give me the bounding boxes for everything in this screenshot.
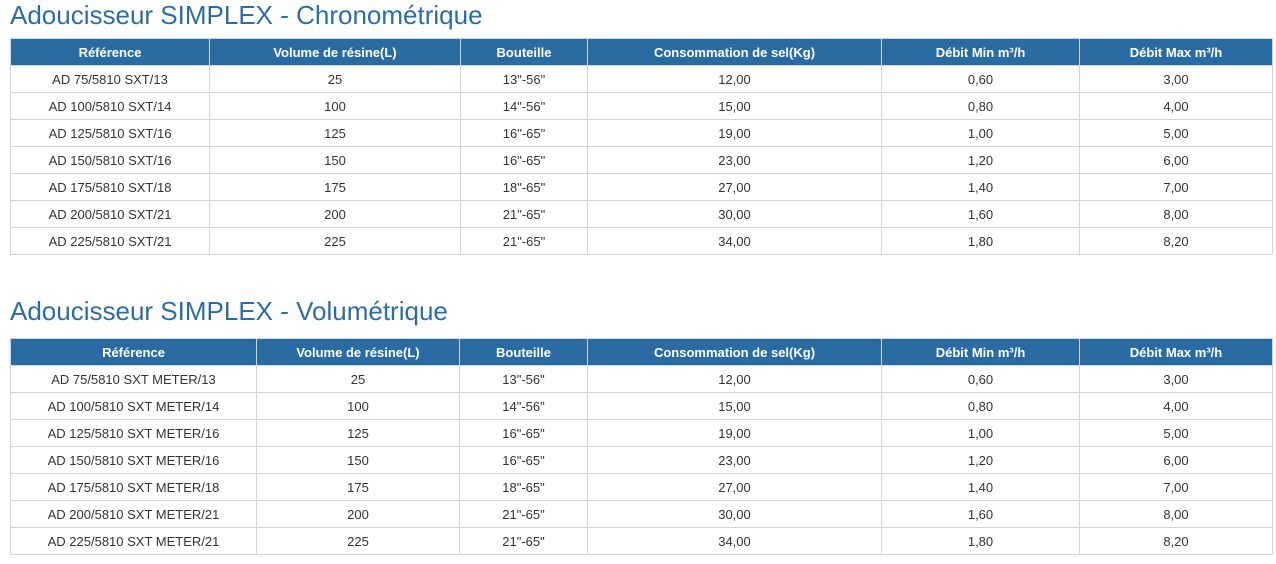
cell-volume: 225 [257,528,460,555]
cell-reference: AD 175/5810 SXT METER/18 [11,474,257,501]
cell-volume: 175 [210,174,461,201]
table-row [11,120,1273,147]
cell-reference: AD 100/5810 SXT/14 [11,93,210,120]
cell-volume: 125 [257,420,460,447]
cell-reference: AD 175/5810 SXT/18 [11,174,210,201]
cell-consommation: 34,00 [588,228,882,255]
product-table [10,38,1273,255]
cell-bouteille: 16"-65" [461,147,588,174]
section-chronometrique [0,0,1223,249]
cell-debit-min: 0,60 [882,366,1080,393]
cell-bouteille: 21"-65" [461,201,588,228]
header-consommation: Consommation de sel(Kg) [588,339,882,366]
header-debit-max: Débit Max m³/h [1080,339,1273,366]
cell-debit-max: 6,00 [1080,447,1273,474]
table-row [11,501,1273,528]
cell-volume: 125 [210,120,461,147]
cell-bouteille: 16"-65" [460,420,588,447]
cell-bouteille: 21"-65" [461,228,588,255]
table-row [11,228,1273,255]
cell-reference: AD 150/5810 SXT/16 [11,147,210,174]
cell-debit-min: 1,60 [882,501,1080,528]
section-title: Adoucisseur SIMPLEX - Chronométrique [10,0,483,30]
header-consommation: Consommation de sel(Kg) [588,39,882,66]
cell-debit-max: 7,00 [1080,174,1273,201]
table-header-row [11,339,1273,366]
table-row [11,66,1273,93]
table-row [11,201,1273,228]
cell-bouteille: 13"-56" [461,66,588,93]
cell-consommation: 15,00 [588,393,882,420]
cell-volume: 100 [210,93,461,120]
cell-debit-max: 8,00 [1080,501,1273,528]
cell-debit-min: 1,20 [882,447,1080,474]
header-reference: Référence [11,339,257,366]
cell-debit-min: 1,40 [882,174,1080,201]
section-title: Adoucisseur SIMPLEX - Volumétrique [10,296,448,326]
header-reference: Référence [11,39,210,66]
cell-bouteille: 16"-65" [460,447,588,474]
cell-bouteille: 18"-65" [460,474,588,501]
table-row [11,474,1273,501]
table-row [11,147,1273,174]
cell-reference: AD 125/5810 SXT METER/16 [11,420,257,447]
cell-volume: 225 [210,228,461,255]
cell-debit-max: 8,00 [1080,201,1273,228]
header-bouteille: Bouteille [461,39,588,66]
header-volume: Volume de résine(L) [210,39,461,66]
cell-debit-max: 5,00 [1080,120,1273,147]
cell-debit-max: 7,00 [1080,474,1273,501]
cell-consommation: 12,00 [588,366,882,393]
cell-debit-max: 4,00 [1080,393,1273,420]
cell-debit-max: 4,00 [1080,93,1273,120]
table-row [11,366,1273,393]
cell-volume: 25 [210,66,461,93]
cell-reference: AD 100/5810 SXT METER/14 [11,393,257,420]
cell-consommation: 27,00 [588,474,882,501]
cell-bouteille: 14"-56" [461,93,588,120]
cell-reference: AD 125/5810 SXT/16 [11,120,210,147]
section-volumetrique [0,296,1223,549]
cell-bouteille: 21"-65" [460,528,588,555]
cell-debit-max: 3,00 [1080,66,1273,93]
cell-volume: 25 [257,366,460,393]
cell-reference: AD 75/5810 SXT METER/13 [11,366,257,393]
cell-volume: 175 [257,474,460,501]
table-row [11,393,1273,420]
cell-debit-min: 1,00 [882,420,1080,447]
cell-reference: AD 225/5810 SXT METER/21 [11,528,257,555]
cell-debit-min: 1,40 [882,474,1080,501]
cell-bouteille: 18"-65" [461,174,588,201]
cell-bouteille: 14"-56" [460,393,588,420]
cell-consommation: 34,00 [588,528,882,555]
cell-reference: AD 200/5810 SXT/21 [11,201,210,228]
header-volume: Volume de résine(L) [257,339,460,366]
table-row [11,528,1273,555]
cell-debit-max: 8,20 [1080,528,1273,555]
cell-volume: 200 [257,501,460,528]
cell-bouteille: 21"-65" [460,501,588,528]
cell-reference: AD 225/5810 SXT/21 [11,228,210,255]
cell-debit-min: 1,20 [882,147,1080,174]
table-row [11,447,1273,474]
cell-consommation: 12,00 [588,66,882,93]
cell-reference: AD 200/5810 SXT METER/21 [11,501,257,528]
cell-volume: 200 [210,201,461,228]
cell-consommation: 23,00 [588,147,882,174]
cell-volume: 150 [210,147,461,174]
cell-debit-min: 1,80 [882,528,1080,555]
cell-consommation: 23,00 [588,447,882,474]
table-row [11,93,1273,120]
cell-reference: AD 150/5810 SXT METER/16 [11,447,257,474]
cell-consommation: 15,00 [588,93,882,120]
header-debit-min: Débit Min m³/h [882,339,1080,366]
cell-debit-max: 8,20 [1080,228,1273,255]
cell-volume: 100 [257,393,460,420]
cell-debit-max: 5,00 [1080,420,1273,447]
cell-debit-min: 1,00 [882,120,1080,147]
cell-debit-max: 6,00 [1080,147,1273,174]
table-header-row [11,39,1273,66]
header-bouteille: Bouteille [460,339,588,366]
cell-consommation: 30,00 [588,201,882,228]
header-debit-max: Débit Max m³/h [1080,39,1273,66]
cell-debit-min: 0,80 [882,93,1080,120]
cell-consommation: 27,00 [588,174,882,201]
cell-consommation: 19,00 [588,120,882,147]
cell-debit-min: 1,80 [882,228,1080,255]
cell-reference: AD 75/5810 SXT/13 [11,66,210,93]
cell-consommation: 30,00 [588,501,882,528]
product-table [10,338,1273,555]
table-row [11,174,1273,201]
cell-bouteille: 16"-65" [461,120,588,147]
cell-debit-min: 1,60 [882,201,1080,228]
cell-debit-max: 3,00 [1080,366,1273,393]
header-debit-min: Débit Min m³/h [882,39,1080,66]
cell-debit-min: 0,60 [882,66,1080,93]
cell-volume: 150 [257,447,460,474]
table-row [11,420,1273,447]
cell-consommation: 19,00 [588,420,882,447]
cell-bouteille: 13"-56" [460,366,588,393]
cell-debit-min: 0,80 [882,393,1080,420]
